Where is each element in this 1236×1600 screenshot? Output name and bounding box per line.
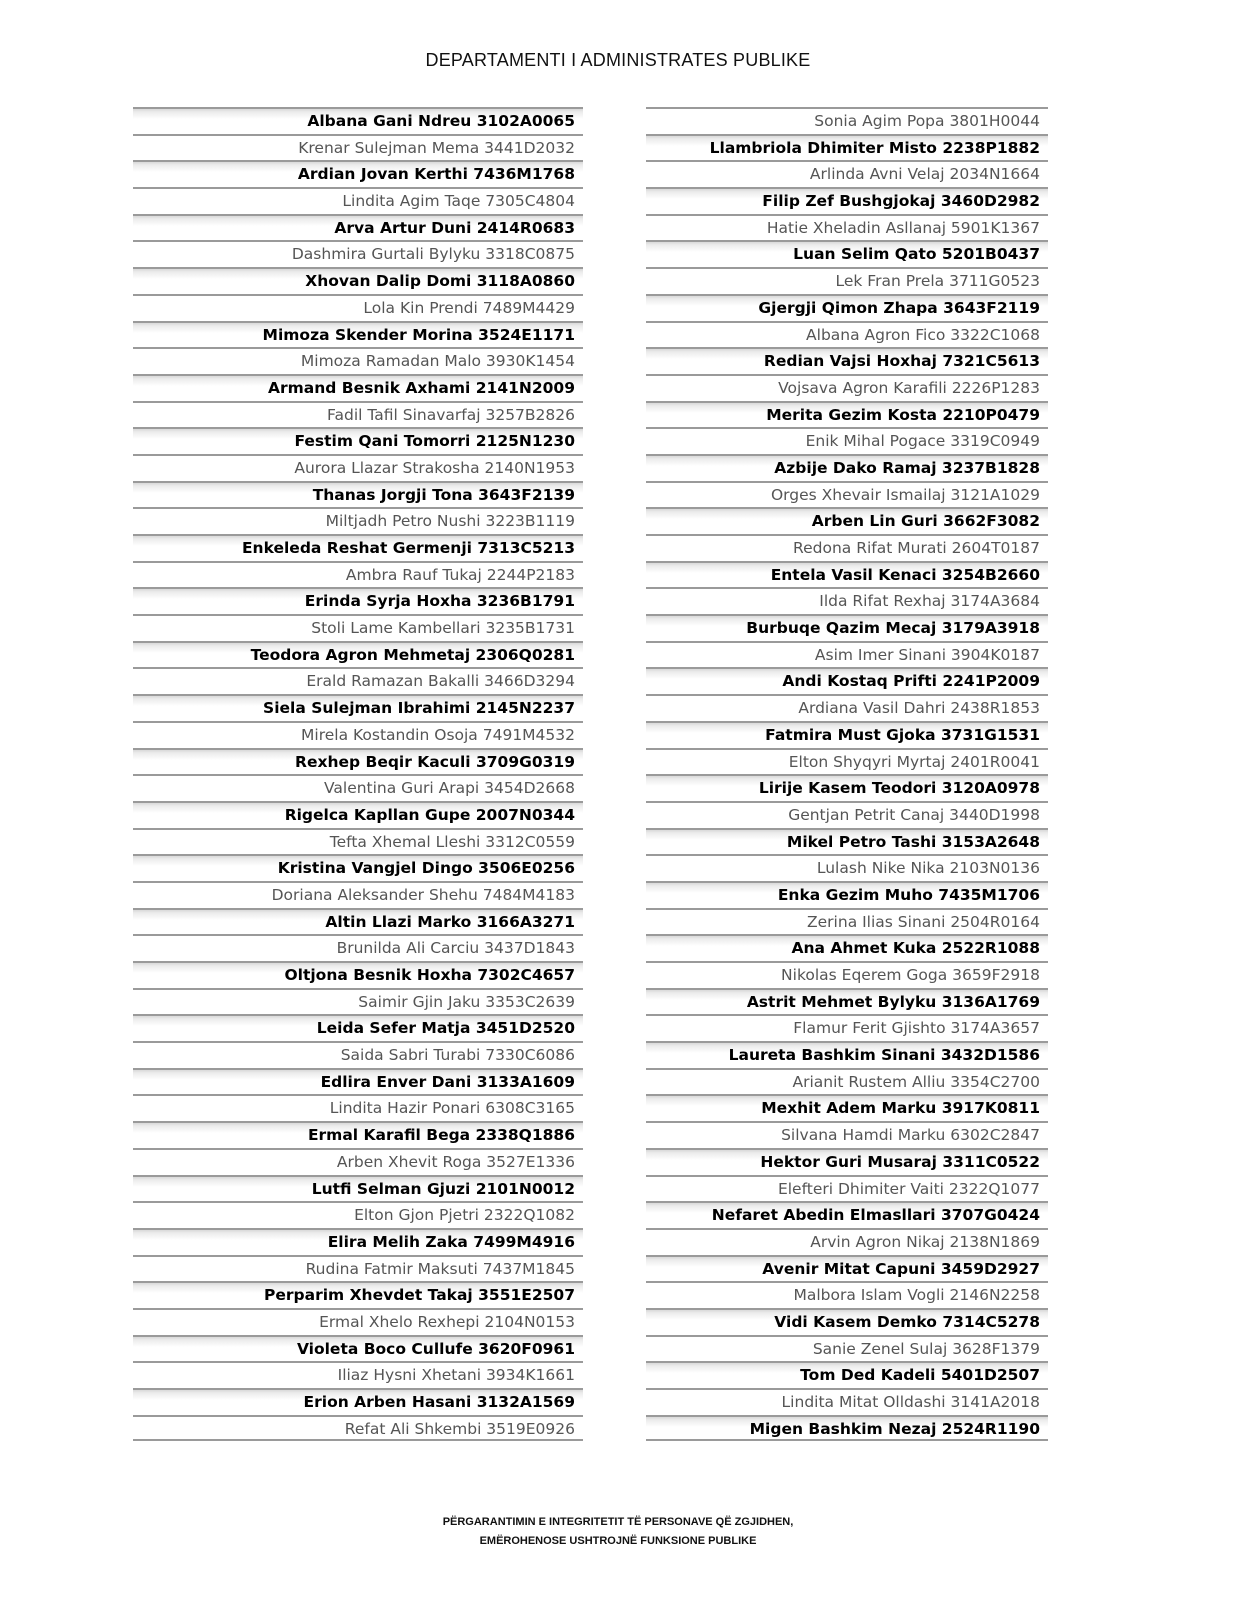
list-item: Thanas Jorgji Tona 3643F2139 bbox=[133, 481, 583, 508]
list-item: Arlinda Avni Velaj 2034N1664 bbox=[646, 160, 1048, 187]
list-item: Mirela Kostandin Osoja 7491M4532 bbox=[133, 721, 583, 748]
list-item: Saimir Gjin Jaku 3353C2639 bbox=[133, 988, 583, 1015]
list-item: Refat Ali Shkembi 3519E0926 bbox=[133, 1415, 583, 1442]
list-item: Orges Xhevair Ismailaj 3121A1029 bbox=[646, 481, 1048, 508]
list-item: Edlira Enver Dani 3133A1609 bbox=[133, 1068, 583, 1095]
list-item: Elton Shyqyri Myrtaj 2401R0041 bbox=[646, 748, 1048, 775]
list-item: Lirije Kasem Teodori 3120A0978 bbox=[646, 774, 1048, 801]
list-item: Arvin Agron Nikaj 2138N1869 bbox=[646, 1228, 1048, 1255]
list-item: Lola Kin Prendi 7489M4429 bbox=[133, 294, 583, 321]
list-item: Ana Ahmet Kuka 2522R1088 bbox=[646, 934, 1048, 961]
list-item: Burbuqe Qazim Mecaj 3179A3918 bbox=[646, 614, 1048, 641]
list-item: Xhovan Dalip Domi 3118A0860 bbox=[133, 267, 583, 294]
list-item: Vojsava Agron Karafili 2226P1283 bbox=[646, 374, 1048, 401]
list-item: Mexhit Adem Marku 3917K0811 bbox=[646, 1094, 1048, 1121]
list-item: Saida Sabri Turabi 7330C6086 bbox=[133, 1041, 583, 1068]
list-item: Tefta Xhemal Lleshi 3312C0559 bbox=[133, 828, 583, 855]
right-name-list bbox=[646, 107, 1048, 1441]
list-item: Altin Llazi Marko 3166A3271 bbox=[133, 908, 583, 935]
list-item: Luan Selim Qato 5201B0437 bbox=[646, 240, 1048, 267]
list-item: Albana Gani Ndreu 3102A0065 bbox=[133, 107, 583, 134]
list-item: Rigelca Kapllan Gupe 2007N0344 bbox=[133, 801, 583, 828]
list-item: Enka Gezim Muho 7435M1706 bbox=[646, 881, 1048, 908]
footer bbox=[0, 1513, 1236, 1551]
list-item: Stoli Lame Kambellari 3235B1731 bbox=[133, 614, 583, 641]
list-item: Filip Zef Bushgjokaj 3460D2982 bbox=[646, 187, 1048, 214]
list-item: Astrit Mehmet Bylyku 3136A1769 bbox=[646, 988, 1048, 1015]
list-item: Leida Sefer Matja 3451D2520 bbox=[133, 1014, 583, 1041]
list-item: Avenir Mitat Capuni 3459D2927 bbox=[646, 1255, 1048, 1282]
list-item: Zerina Ilias Sinani 2504R0164 bbox=[646, 908, 1048, 935]
list-item: Merita Gezim Kosta 2210P0479 bbox=[646, 401, 1048, 428]
list-item: Asim Imer Sinani 3904K0187 bbox=[646, 641, 1048, 668]
list-item: Malbora Islam Vogli 2146N2258 bbox=[646, 1281, 1048, 1308]
list-item: Doriana Aleksander Shehu 7484M4183 bbox=[133, 881, 583, 908]
list-item: Aurora Llazar Strakosha 2140N1953 bbox=[133, 454, 583, 481]
list-item: Lek Fran Prela 3711G0523 bbox=[646, 267, 1048, 294]
list-item: Arva Artur Duni 2414R0683 bbox=[133, 214, 583, 241]
list-item: Ermal Karafil Bega 2338Q1886 bbox=[133, 1121, 583, 1148]
footer-line-2: EMËROHENOSE USHTROJNË FUNKSIONE PUBLIKE bbox=[479, 1535, 757, 1547]
list-item: Entela Vasil Kenaci 3254B2660 bbox=[646, 561, 1048, 588]
list-item: Ambra Rauf Tukaj 2244P2183 bbox=[133, 561, 583, 588]
list-item: Nefaret Abedin Elmasllari 3707G0424 bbox=[646, 1201, 1048, 1228]
list-item: Enkeleda Reshat Germenji 7313C5213 bbox=[133, 534, 583, 561]
list-item: Fadil Tafil Sinavarfaj 3257B2826 bbox=[133, 401, 583, 428]
list-item: Redian Vajsi Hoxhaj 7321C5613 bbox=[646, 347, 1048, 374]
list-item: Armand Besnik Axhami 2141N2009 bbox=[133, 374, 583, 401]
list-item: Perparim Xhevdet Takaj 3551E2507 bbox=[133, 1281, 583, 1308]
list-item: Laureta Bashkim Sinani 3432D1586 bbox=[646, 1041, 1048, 1068]
list-item: Miltjadh Petro Nushi 3223B1119 bbox=[133, 507, 583, 534]
list-item: Elira Melih Zaka 7499M4916 bbox=[133, 1228, 583, 1255]
list-item: Lulash Nike Nika 2103N0136 bbox=[646, 854, 1048, 881]
list-item: Tom Ded Kadeli 5401D2507 bbox=[646, 1361, 1048, 1388]
list-item: Sonia Agim Popa 3801H0044 bbox=[646, 107, 1048, 134]
list-item: Migen Bashkim Nezaj 2524R1190 bbox=[646, 1415, 1048, 1442]
list-item: Teodora Agron Mehmetaj 2306Q0281 bbox=[133, 641, 583, 668]
list-item: Azbije Dako Ramaj 3237B1828 bbox=[646, 454, 1048, 481]
list-item: Valentina Guri Arapi 3454D2668 bbox=[133, 774, 583, 801]
list-item: Llambriola Dhimiter Misto 2238P1882 bbox=[646, 134, 1048, 161]
list-item: Erion Arben Hasani 3132A1569 bbox=[133, 1388, 583, 1415]
list-item: Erinda Syrja Hoxha 3236B1791 bbox=[133, 587, 583, 614]
list-item: Brunilda Ali Carciu 3437D1843 bbox=[133, 934, 583, 961]
list-item: Elefteri Dhimiter Vaiti 2322Q1077 bbox=[646, 1175, 1048, 1202]
footer-line-1: PËRGARANTIMIN E INTEGRITETIT TË PERSONAVE QË ZGJIDHEN, bbox=[442, 1516, 794, 1528]
list-item: Hektor Guri Musaraj 3311C0522 bbox=[646, 1148, 1048, 1175]
list-item: Dashmira Gurtali Bylyku 3318C0875 bbox=[133, 240, 583, 267]
list-item: Vidi Kasem Demko 7314C5278 bbox=[646, 1308, 1048, 1335]
list-item: Flamur Ferit Gjishto 3174A3657 bbox=[646, 1014, 1048, 1041]
list-item: Rexhep Beqir Kaculi 3709G0319 bbox=[133, 748, 583, 775]
list-item: Enik Mihal Pogace 3319C0949 bbox=[646, 427, 1048, 454]
list-item: Lindita Hazir Ponari 6308C3165 bbox=[133, 1094, 583, 1121]
list-item: Arianit Rustem Alliu 3354C2700 bbox=[646, 1068, 1048, 1095]
list-item: Ardiana Vasil Dahri 2438R1853 bbox=[646, 694, 1048, 721]
list-item: Arben Xhevit Roga 3527E1336 bbox=[133, 1148, 583, 1175]
list-item: Iliaz Hysni Xhetani 3934K1661 bbox=[133, 1361, 583, 1388]
list-item: Fatmira Must Gjoka 3731G1531 bbox=[646, 721, 1048, 748]
list-item: Gentjan Petrit Canaj 3440D1998 bbox=[646, 801, 1048, 828]
list-item: Silvana Hamdi Marku 6302C2847 bbox=[646, 1121, 1048, 1148]
list-item: Albana Agron Fico 3322C1068 bbox=[646, 321, 1048, 348]
list-item: Sanie Zenel Sulaj 3628F1379 bbox=[646, 1335, 1048, 1362]
list-item: Mimoza Ramadan Malo 3930K1454 bbox=[133, 347, 583, 374]
list-item: Lindita Agim Taqe 7305C4804 bbox=[133, 187, 583, 214]
list-item: Andi Kostaq Prifti 2241P2009 bbox=[646, 667, 1048, 694]
list-item: Arben Lin Guri 3662F3082 bbox=[646, 507, 1048, 534]
list-item: Gjergji Qimon Zhapa 3643F2119 bbox=[646, 294, 1048, 321]
list-item: Nikolas Eqerem Goga 3659F2918 bbox=[646, 961, 1048, 988]
list-item: Ardian Jovan Kerthi 7436M1768 bbox=[133, 160, 583, 187]
list-item: Krenar Sulejman Mema 3441D2032 bbox=[133, 134, 583, 161]
list-item: Mikel Petro Tashi 3153A2648 bbox=[646, 828, 1048, 855]
list-item: Siela Sulejman Ibrahimi 2145N2237 bbox=[133, 694, 583, 721]
list-item: Oltjona Besnik Hoxha 7302C4657 bbox=[133, 961, 583, 988]
list-item: Ilda Rifat Rexhaj 3174A3684 bbox=[646, 587, 1048, 614]
list-item: Redona Rifat Murati 2604T0187 bbox=[646, 534, 1048, 561]
list-item: Festim Qani Tomorri 2125N1230 bbox=[133, 427, 583, 454]
list-item: Lutfi Selman Gjuzi 2101N0012 bbox=[133, 1175, 583, 1202]
list-item: Kristina Vangjel Dingo 3506E0256 bbox=[133, 854, 583, 881]
list-item: Elton Gjon Pjetri 2322Q1082 bbox=[133, 1201, 583, 1228]
left-name-list bbox=[133, 107, 583, 1441]
list-item: Rudina Fatmir Maksuti 7437M1845 bbox=[133, 1255, 583, 1282]
list-item: Lindita Mitat Olldashi 3141A2018 bbox=[646, 1388, 1048, 1415]
list-item: Erald Ramazan Bakalli 3466D3294 bbox=[133, 667, 583, 694]
list-item: Hatie Xheladin Asllanaj 5901K1367 bbox=[646, 214, 1048, 241]
list-item: Violeta Boco Cullufe 3620F0961 bbox=[133, 1335, 583, 1362]
list-item: Ermal Xhelo Rexhepi 2104N0153 bbox=[133, 1308, 583, 1335]
list-item: Mimoza Skender Morina 3524E1171 bbox=[133, 321, 583, 348]
page-title: DEPARTAMENTI I ADMINISTRATES PUBLIKE bbox=[425, 50, 811, 70]
